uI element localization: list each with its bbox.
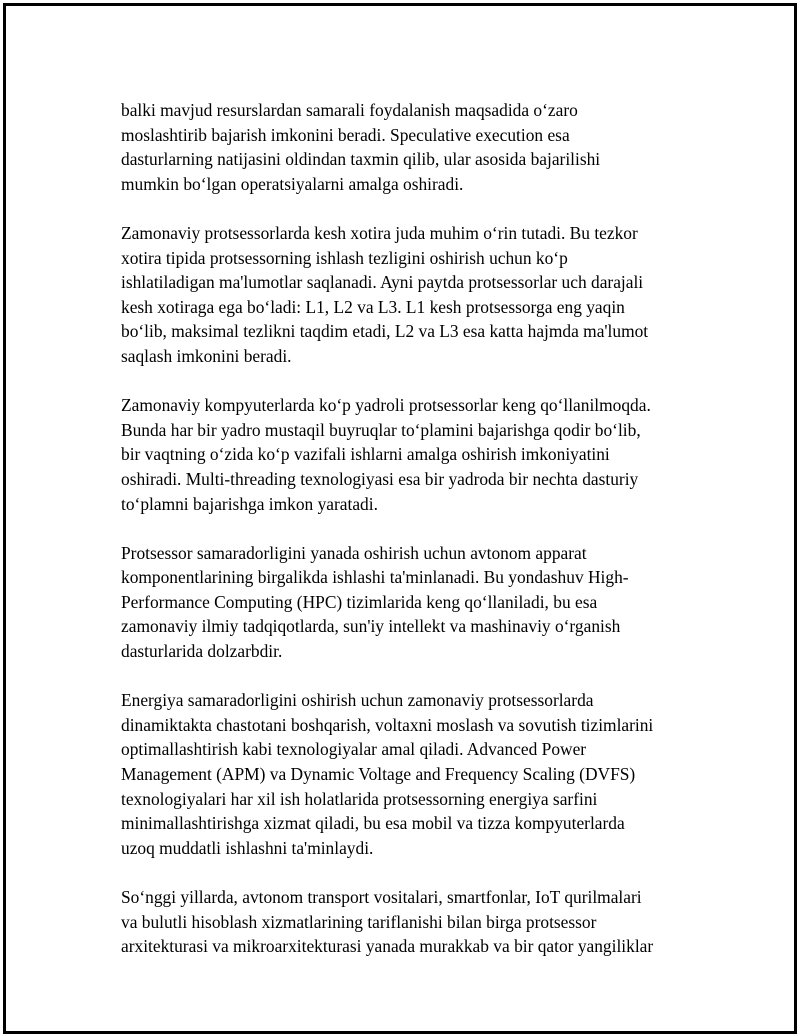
text-line: Performance Computing (HPC) tizimlarida keng qo‘llaniladi, bu esa (121, 591, 598, 612)
text-line: dasturlarning natijasini oldindan taxmin qilib, ular asosida bajarilishi (121, 149, 601, 170)
text-line: bo‘lib, maksimal tezlikni taqdim etadi, L2 va L3 esa katta hajmda ma'lumot (121, 321, 649, 342)
text-line: saqlash imkonini beradi. (121, 345, 292, 366)
paragraph-6 (121, 885, 701, 959)
text-line: balki mavjud resurslardan samarali foydalanish maqsadida o‘zaro (121, 100, 578, 120)
text-line: moslashtirib bajarish imkonini beradi. Speculative execution esa (121, 124, 570, 145)
text-line: So‘nggi yillarda, avtonom transport vositalari, smartfonlar, IoT qurilmalari (121, 887, 642, 907)
text-line: ishlatiladigan ma'lumotlar saqlanadi. Ayni paytda protsessorlar uch darajali (121, 272, 644, 293)
document-page (3, 3, 797, 1034)
text-line: dinamiktakta chastotani boshqarish, voltaxni moslash va sovutish tizimlarini (121, 714, 654, 735)
text-line: komponentlarining birgalikda ishlashi ta'minlanadi. Bu yondashuv High- (121, 567, 629, 588)
text-line: optimallashtirish kabi texnologiyalar amal qiladi. Advanced Power (121, 739, 587, 760)
paragraph-1 (121, 98, 701, 196)
text-line: kesh xotiraga ega bo‘ladi: L1, L2 va L3. L1 kesh protsessorga eng yaqin (121, 296, 625, 317)
text-line: Bunda har bir yadro mustaqil buyruqlar to‘plamini bajarishga qodir bo‘lib, (121, 419, 641, 440)
text-line: arxitekturasi va mikroarxitekturasi yanada murakkab va bir qator yangiliklar (121, 936, 654, 957)
text-line: mumkin bo‘lgan operatsiyalarni amalga oshiradi. (121, 173, 464, 194)
text-line: bir vaqtning o‘zida ko‘p vazifali ishlarni amalga oshirish imkoniyatini (121, 444, 610, 465)
text-line: zamonaviy ilmiy tadqiqotlarda, sun'iy intellekt va mashinaviy o‘rganish (121, 616, 621, 637)
text-line: Management (APM) va Dynamic Voltage and Frequency Scaling (DVFS) (121, 764, 636, 785)
text-line: to‘plamni bajarishga imkon yaratadi. (121, 493, 378, 514)
text-line: dasturlarida dolzarbdir. (121, 641, 283, 662)
text-line: Zamonaviy kompyuterlarda ko‘p yadroli protsessorlar keng qo‘llanilmoqda. (121, 395, 651, 416)
paragraph-2 (121, 221, 701, 369)
text-line: xotira tipida protsessorning ishlash tezligini oshirish uchun ko‘p (121, 247, 568, 268)
paragraph-5 (121, 688, 701, 860)
paragraph-3 (121, 393, 701, 516)
text-line: oshiradi. Multi-threading texnologiyasi esa bir yadroda bir nechta dasturiy (121, 468, 639, 489)
text-line: Energiya samaradorligini oshirish uchun zamonaviy protsessorlarda (121, 690, 594, 711)
text-line: minimallashtirishga xizmat qiladi, bu esa mobil va tizza kompyuterlarda (121, 813, 625, 834)
document-body (121, 98, 701, 959)
text-line: Zamonaviy protsessorlarda kesh xotira juda muhim o‘rin tutadi. Bu tezkor (121, 222, 638, 243)
text-line: Protsessor samaradorligini yanada oshirish uchun avtonom apparat (121, 542, 587, 563)
text-line: uzoq muddatli ishlashni ta'minlaydi. (121, 837, 374, 858)
text-line: texnologiyalari har xil ish holatlarida protsessorning energiya sarfini (121, 788, 598, 809)
text-line: va bulutli hisoblash xizmatlarining tariflanishi bilan birga protsessor (121, 911, 597, 932)
paragraph-4 (121, 541, 701, 664)
